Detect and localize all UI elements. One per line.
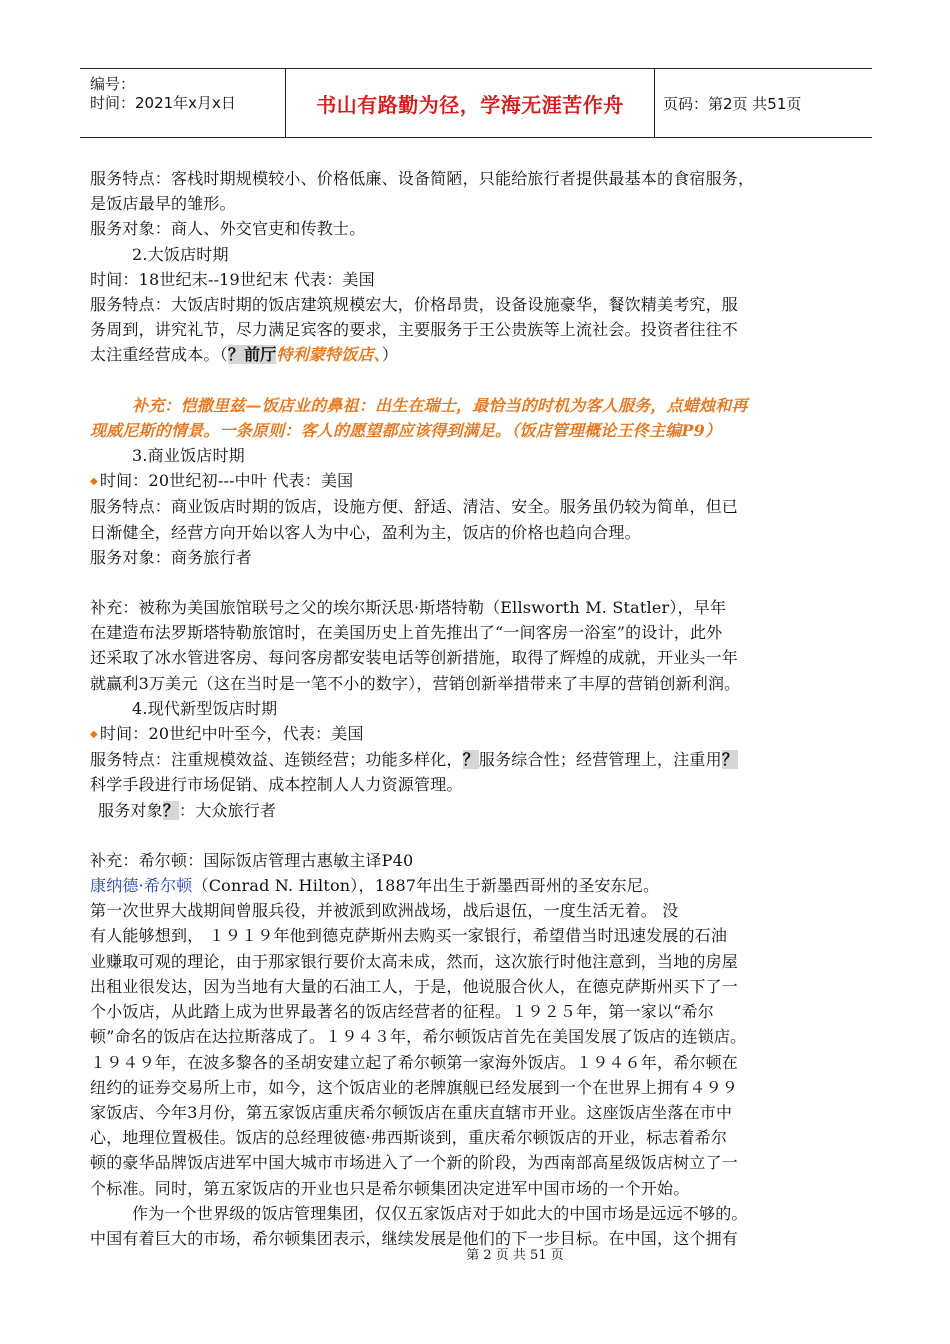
text-line: 服务对象：商人、外交官吏和传教士。 xyxy=(90,219,366,239)
text-line: 康纳德·希尔顿（Conrad N. Hilton），1887年出生于新墨西哥州的圣安东尼。 xyxy=(90,876,660,896)
text-line: 太注重经营成本。（？前厅特利蒙特饭店、） xyxy=(90,345,399,365)
text-line: 心，地理位置极佳。饭店的总经理彼德·弗西斯谈到，重庆希尔顿饭店的开业，标志着希尔 xyxy=(90,1128,728,1148)
text-line: ◆ 时间：20世纪初---中叶 代表：美国 xyxy=(90,471,354,491)
text-line: 补充：被称为美国旅馆联号之父的埃尔斯沃思·斯塔特勒（Ellsworth M. Statler），早年 xyxy=(90,598,727,618)
text-line: 中国有着巨大的市场，希尔顿集团表示，继续发展是他们的下一步目标。在中国，这个拥有 xyxy=(90,1228,739,1248)
text-line: 服务对象？：大众旅行者 xyxy=(98,800,277,820)
text-line: 科学手段进行市场促销、成本控制人人力资源管理。 xyxy=(90,775,463,795)
header-motto: 书山有路勤为径，学海无涯苦作舟 xyxy=(285,69,655,137)
section-heading: 3.商业饭店时期 xyxy=(132,446,245,466)
document-body xyxy=(90,166,870,1251)
header-page-label: 页码：第2页 共51页 xyxy=(663,94,802,113)
text-line: 服务对象：商务旅行者 xyxy=(90,547,253,567)
text-line: 顿的豪华品牌饭店进军中国大城市市场进入了一个新的阶段，为西南部高星级饭店树立了一 xyxy=(90,1153,739,1173)
text-line: 就赢利3万美元（这在当时是一笔不小的数字），营销创新举措带来了丰厚的营销创新利润。 xyxy=(90,673,741,693)
text-line: 有人能够想到， １９１９年他到德克萨斯州去购买一家银行，希望借当时迅速发展的石油 xyxy=(90,926,728,946)
text-line: 个标准。同时，第五家饭店的开业也只是希尔顿集团决定进军中国市场的一个开始。 xyxy=(90,1178,690,1198)
text-line: 还采取了冰水管进客房、每问客房都安装电话等创新措施，取得了辉煌的成就，开业头一年 xyxy=(90,648,739,668)
text-line: 服务特点：大饭店时期的饭店建筑规模宏大，价格昂贵，设备设施豪华，餐饮精美考究，服 xyxy=(90,295,739,315)
text-line: ◆ 时间：20世纪中叶至今，代表：美国 xyxy=(90,724,364,744)
page-footer: 第 2 页 共 51 页 xyxy=(466,1248,564,1263)
time-label: 时间：2021年x月x日 xyxy=(90,94,236,112)
text-line: 补充：希尔顿：国际饭店管理古惠敏主译P40 xyxy=(90,850,414,870)
text-line: 时间：18世纪末--19世纪末 代表：美国 xyxy=(90,269,375,289)
text-line: 服务特点：商业饭店时期的饭店，设施方便、舒适、清洁、安全。服务虽仍较为简单，但已 xyxy=(90,497,739,517)
person-link: 康纳德·希尔顿 xyxy=(90,876,193,896)
text-line: 是饭店最早的雏形。 xyxy=(90,194,236,214)
text-line: 业赚取可观的理论，由于那家银行要价太高未成，然而，这次旅行时他注意到，当地的房屋 xyxy=(90,951,739,971)
text-line: 顿”命名的饭店在达拉斯落成了。１９４３年，希尔顿饭店首先在美国发展了饭店的连锁店。 xyxy=(90,1027,747,1047)
text-line: 作为一个世界级的饭店管理集团，仅仅五家饭店对于如此大的中国市场是远远不够的。 xyxy=(132,1203,748,1223)
header-meta xyxy=(80,69,285,137)
text-line: 务周到，讲究礼节，尽力满足宾客的要求，主要服务于王公贵族等上流社会。投资者往往不 xyxy=(90,320,739,340)
text-line: 服务特点：注重规模效益、连锁经营；功能多样化，？服务综合性；经营管理上，注重用？ xyxy=(90,750,739,770)
text-line: 出租业很发达，因为当地有大量的石油工人，于是，他说服合伙人，在德克萨斯州买下了一 xyxy=(90,976,739,996)
section-heading: 4.现代新型饭店时期 xyxy=(132,698,278,718)
text-line: 日渐健全，经营方向开始以客人为中心，盈利为主，饭店的价格也趋向合理。 xyxy=(90,522,641,542)
text-line: 纽约的证券交易所上市，如今，这个饭店业的老牌旗舰已经发展到一个在世界上拥有４９９ xyxy=(90,1077,739,1097)
diamond-bullet-icon: ◆ xyxy=(90,729,98,741)
text-line: 服务特点：客栈时期规模较小、价格低廉、设备简陋，只能给旅行者提供最基本的食宿服务， xyxy=(90,169,755,188)
supplement-line: 现威尼斯的情景。一条原则：客人的愿望都应该得到满足。（饭店管理概论王佟主编P9） xyxy=(90,420,722,440)
text-line: １９４９年，在波多黎各的圣胡安建立起了希尔顿第一家海外饭店。１９４６年，希尔顿在 xyxy=(90,1052,739,1072)
header-table xyxy=(80,68,872,138)
highlight-gray: ？ xyxy=(162,800,180,820)
supplement-line: 补充：恺撒里兹—饭店业的鼻祖：出生在瑞士，最恰当的时机为客人服务，点蜡烛和再 xyxy=(132,395,748,415)
highlight-gray: ？前厅 xyxy=(227,345,277,365)
highlight-gray: ？ xyxy=(721,750,739,770)
diamond-bullet-icon: ◆ xyxy=(90,476,98,488)
highlight-gray: ？ xyxy=(462,750,479,770)
section-heading: 2.大饭店时期 xyxy=(132,244,229,264)
number-label: 编号： xyxy=(90,75,136,93)
text-line: 在建造布法罗斯塔特勒旅馆时，在美国历史上首先推出了“一间客房一浴室”的设计，此外 xyxy=(90,623,723,643)
highlight-orange: 特利蒙特饭店、 xyxy=(276,345,382,365)
text-line: 第一次世界大战期间曾服兵役，并被派到欧洲战场，战后退伍，一度生活无着。 没 xyxy=(90,901,679,921)
text-line: 家饭店、今年3月份，第五家饭店重庆希尔顿饭店在重庆直辖市开业。这座饭店坐落在市中 xyxy=(90,1102,733,1122)
text-line: 个小饭店，从此踏上成为世界最著名的饭店经营者的征程。１９２５年，第一家以“希尔 xyxy=(90,1002,714,1022)
